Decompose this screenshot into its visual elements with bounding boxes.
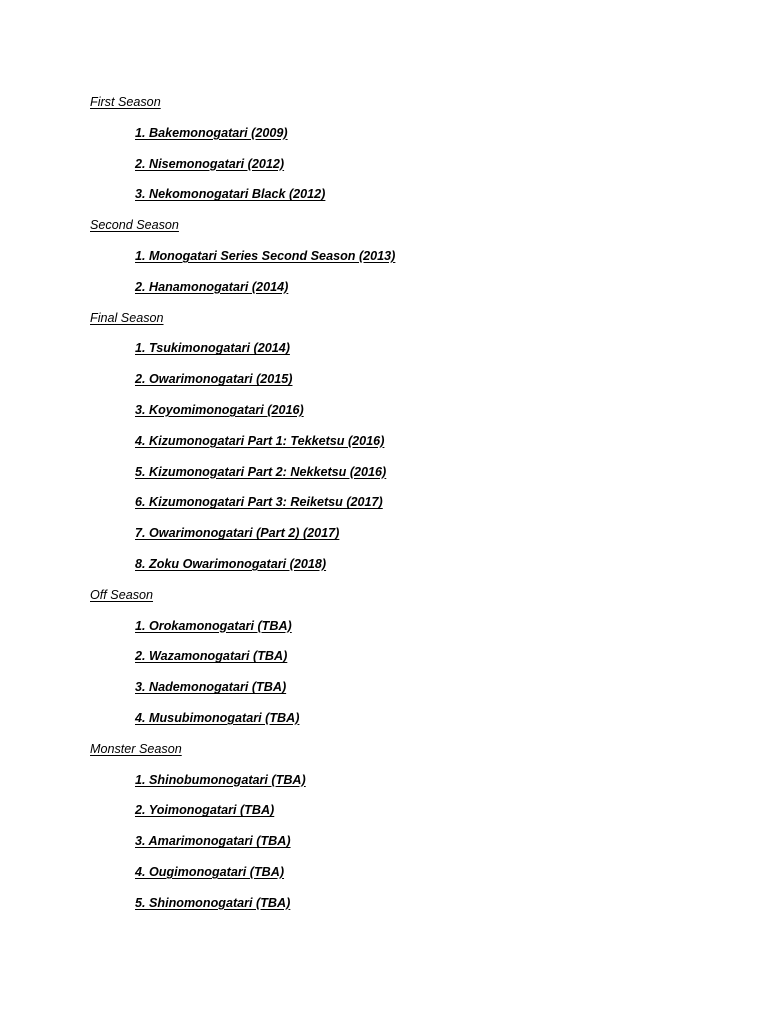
list-item: 2. Hanamonogatari (2014) (135, 279, 289, 294)
list-item: 1. Tsukimonogatari (2014) (135, 341, 290, 356)
list-item: 1. Monogatari Series Second Season (2013) (135, 248, 396, 263)
section-heading-monster-season: Monster Season (90, 741, 182, 756)
list-item: 1. Shinobumonogatari (TBA) (135, 772, 306, 787)
list-item: 2. Wazamonogatari (TBA) (135, 649, 288, 664)
list-item: 6. Kizumonogatari Part 3: Reiketsu (2017) (135, 495, 383, 510)
section-heading-second-season: Second Season (90, 218, 179, 233)
list-item: 1. Orokamonogatari (TBA) (135, 618, 292, 633)
list-item: 8. Zoku Owarimonogatari (2018) (135, 556, 327, 571)
section-heading-final-season: Final Season (90, 310, 164, 325)
list-item: 1. Bakemonogatari (2009) (135, 125, 288, 140)
list-item: 2. Nisemonogatari (2012) (135, 156, 285, 171)
list-item: 7. Owarimonogatari (Part 2) (2017) (135, 526, 340, 541)
section-heading-off-season: Off Season (90, 587, 154, 602)
list-item: 4. Kizumonogatari Part 1: Tekketsu (2016) (135, 433, 385, 448)
section-heading-first-season: First Season (90, 95, 161, 109)
list-item: 5. Kizumonogatari Part 2: Nekketsu (2016) (135, 464, 387, 479)
list-item: 4. Ougimonogatari (TBA) (135, 864, 285, 879)
list-item: 3. Koyomimonogatari (2016) (135, 402, 304, 417)
season-list (90, 93, 730, 925)
list-item: 5. Shinomonogatari (TBA) (135, 895, 291, 910)
list-item: 4. Musubimonogatari (TBA) (135, 710, 300, 725)
list-item: 2. Owarimonogatari (2015) (135, 372, 293, 387)
list-item: 3. Nekomonogatari Black (2012) (135, 187, 326, 202)
list-item: 2. Yoimonogatari (TBA) (135, 803, 275, 818)
list-item: 3. Nademonogatari (TBA) (135, 680, 287, 695)
list-item: 3. Amarimonogatari (TBA) (135, 834, 291, 849)
